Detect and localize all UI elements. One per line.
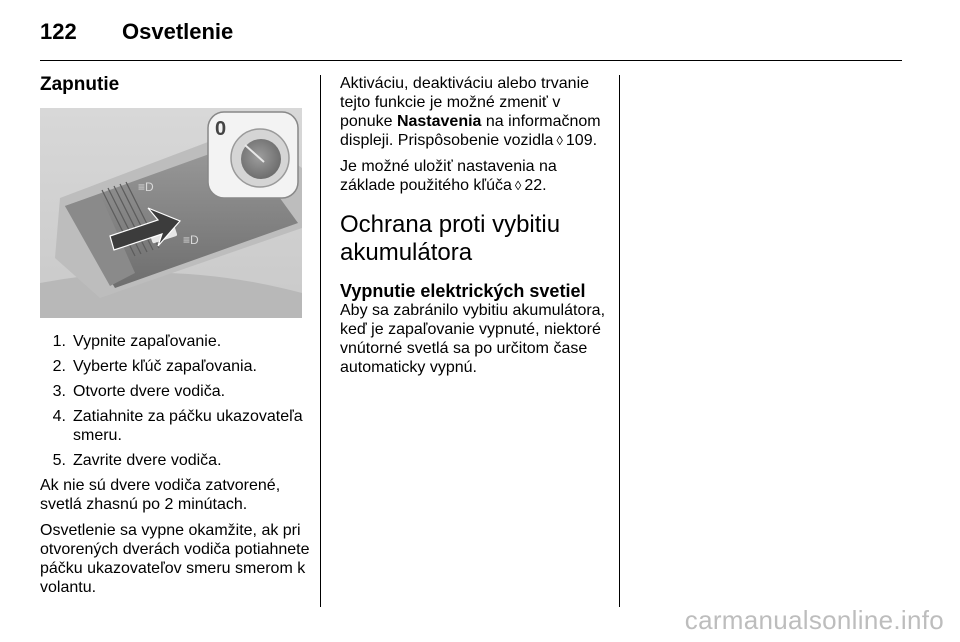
subsection-heading: Vypnutie elektrických svetiel: [340, 281, 586, 301]
figure-label: 0: [215, 118, 227, 140]
column-left: [40, 74, 312, 604]
paragraph: Osvetlenie sa vypne okamžite, ak pri otvorených dverách vodiča potiahnete páčku ukazovateľov smeru smerom k volantu.: [40, 522, 310, 596]
turn-signal-lever-figure: [40, 108, 302, 318]
svg-text:≡D: ≡D: [183, 233, 199, 247]
column-divider: [619, 75, 620, 607]
paragraph: Ak nie sú dvere vodiča zatvorené, svetlá zhasnú po 2 minútach.: [40, 477, 281, 513]
page-ref: 22.: [524, 177, 547, 194]
page-ref-icon: ◊: [556, 133, 563, 148]
section-heading: Ochrana proti vybitiu akumulátora: [340, 211, 561, 266]
column-divider: [320, 75, 321, 607]
paragraph: Je možné uložiť nastavenia na základe použitého kľúča ◊ 22.: [340, 158, 557, 194]
paragraph: Aktiváciu, deaktiváciu alebo trvanie tejto funkcie je možné zmeniť v ponuke Nastavenia na informačnom displeji. Prispôsobenie vozidla ◊ 109.: [340, 75, 601, 149]
page-header: [40, 19, 233, 45]
menu-name: Nastavenia: [396, 113, 482, 130]
header-rule: [40, 60, 902, 61]
list-item: 4. Zatiahnite za páčku ukazovateľa smeru.: [52, 408, 303, 444]
paragraph: Aby sa zabránilo vybitiu akumulátora, keď je zapaľovanie vypnuté, niektoré vnútorné svetlá sa po určitom čase automaticky vypnú.: [340, 302, 606, 376]
column-middle: [340, 74, 608, 384]
list-item: 5. Zavrite dvere vodiča.: [52, 452, 222, 469]
list-item: 3. Otvorte dvere vodiča.: [52, 383, 226, 400]
page-number: 122: [40, 19, 77, 44]
watermark: carmanualsonline.info: [684, 605, 944, 635]
steps-list: [40, 332, 312, 470]
page-ref-icon: ◊: [514, 178, 522, 193]
page-ref: 109.: [565, 132, 598, 149]
page-title: Osvetlenie: [122, 19, 234, 44]
section-heading-zapnutie: Zapnutie: [40, 74, 120, 95]
list-item: 1. Vypnite zapaľovanie.: [52, 333, 222, 350]
list-item: 2. Vyberte kľúč zapaľovania.: [52, 358, 257, 375]
svg-text:≡D: ≡D: [138, 180, 154, 194]
